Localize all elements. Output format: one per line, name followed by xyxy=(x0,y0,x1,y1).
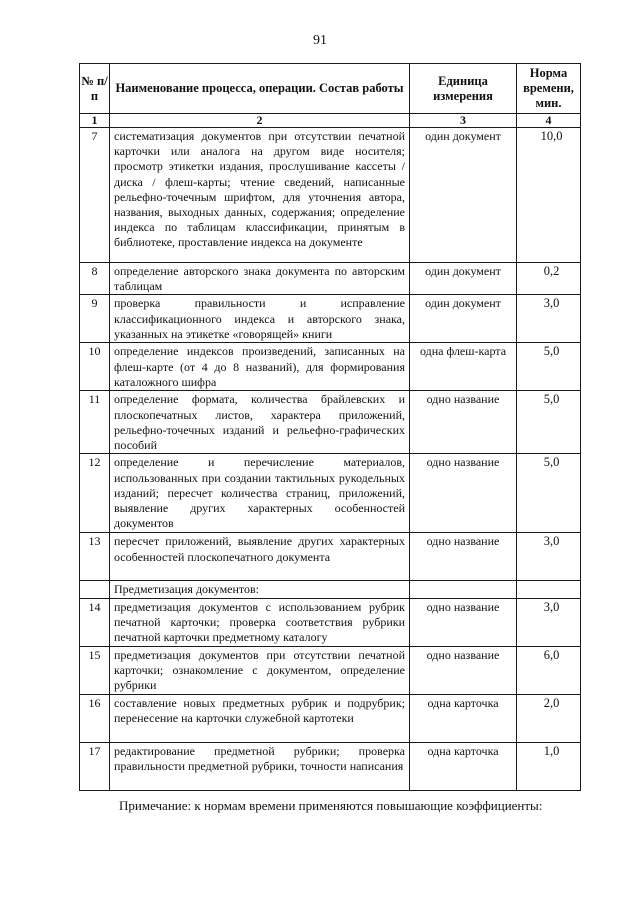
row-description: предметизация документов с использованием рубрик печатной карточки; проверка соответствия рубрики печатной карточки предметному каталогу xyxy=(110,598,410,646)
table-row xyxy=(80,694,581,742)
row-norm: 0,2 xyxy=(517,263,581,295)
row-norm: 5,0 xyxy=(517,454,581,533)
row-unit: один документ xyxy=(410,263,517,295)
row-number: 13 xyxy=(80,533,110,581)
row-description: определение формата, количества брайлевских и плоскопечатных листов, характера приложений, рельефно-точечных изданий и рельефно-графических пособий xyxy=(110,391,410,454)
row-unit: одно название xyxy=(410,454,517,533)
section-number-cell xyxy=(80,581,110,598)
row-norm: 5,0 xyxy=(517,391,581,454)
row-number: 10 xyxy=(80,343,110,391)
row-unit: один документ xyxy=(410,128,517,263)
row-number: 14 xyxy=(80,598,110,646)
row-description: определение авторского знака документа по авторским таблицам xyxy=(110,263,410,295)
row-norm: 3,0 xyxy=(517,533,581,581)
row-unit: одна флеш-карта xyxy=(410,343,517,391)
row-number: 12 xyxy=(80,454,110,533)
row-description: редактирование предметной рубрики; проверка правильности предметной рубрики, точности написания xyxy=(110,742,410,790)
page-number: 91 xyxy=(313,33,327,48)
norms-table xyxy=(79,63,581,791)
header-time-norm: Норма времени, мин. xyxy=(517,64,581,114)
row-unit: одна карточка xyxy=(410,742,517,790)
table-row xyxy=(80,454,581,533)
section-unit-cell xyxy=(410,581,517,598)
column-number: 1 xyxy=(80,114,110,128)
row-norm: 1,0 xyxy=(517,742,581,790)
row-description: предметизация документов при отсутствии печатной карточки; ознакомление с документом, определение рубрики xyxy=(110,646,410,694)
table-row xyxy=(80,742,581,790)
section-norm-cell xyxy=(517,581,581,598)
row-number: 7 xyxy=(80,128,110,263)
table-row xyxy=(80,295,581,343)
column-number-row xyxy=(80,114,581,128)
table-row xyxy=(80,128,581,263)
row-number: 9 xyxy=(80,295,110,343)
row-description: определение индексов произведений, записанных на флеш-карте (от 4 до 8 названий), для формирования каталожного шифра xyxy=(110,343,410,391)
table-row xyxy=(80,598,581,646)
table-row xyxy=(80,646,581,694)
column-number: 2 xyxy=(110,114,410,128)
row-number: 8 xyxy=(80,263,110,295)
header-unit: Единица измерения xyxy=(410,64,517,114)
row-norm: 3,0 xyxy=(517,295,581,343)
row-unit: одно название xyxy=(410,533,517,581)
row-norm: 3,0 xyxy=(517,598,581,646)
row-description: систематизация документов при отсутствии печатной карточки или аналога на другом виде носителя; просмотр этикетки издания, прослушивание кассеты / диска / флеш-карты; чтение сведений, написанные рельефно-точечным шрифтом, для уточнения автора, названия, выходных данных, содержания; определение индекса по таблицам классификации, принятым в библиотеке, проставление индекса на документе xyxy=(110,128,410,263)
footnote: Примечание: к нормам времени применяются повышающие коэффициенты: xyxy=(119,798,543,813)
row-number: 17 xyxy=(80,742,110,790)
row-norm: 6,0 xyxy=(517,646,581,694)
header-process-name: Наименование процесса, операции. Состав работы xyxy=(110,64,410,114)
row-description: составление новых предметных рубрик и подрубрик; перенесение на карточки служебной картотеки xyxy=(110,694,410,742)
row-norm: 5,0 xyxy=(517,343,581,391)
row-unit: одна карточка xyxy=(410,694,517,742)
row-description: определение и перечисление материалов, использованных при создании тактильных рукодельных изданий; пересчет количества страниц, приложений, выявление других характерных особенностей документов xyxy=(110,454,410,533)
column-number: 3 xyxy=(410,114,517,128)
row-norm: 10,0 xyxy=(517,128,581,263)
table-header-row xyxy=(80,64,581,114)
row-description: пересчет приложений, выявление других характерных особенностей плоскопечатного документа xyxy=(110,533,410,581)
row-number: 11 xyxy=(80,391,110,454)
row-number: 16 xyxy=(80,694,110,742)
row-unit: одно название xyxy=(410,646,517,694)
row-unit: одно название xyxy=(410,598,517,646)
row-unit: один документ xyxy=(410,295,517,343)
row-number: 15 xyxy=(80,646,110,694)
section-row xyxy=(80,581,581,598)
header-number: № п/п xyxy=(80,64,110,114)
table-row xyxy=(80,533,581,581)
row-unit: одно название xyxy=(410,391,517,454)
column-number: 4 xyxy=(517,114,581,128)
section-title: Предметизация документов: xyxy=(110,581,410,598)
table-row xyxy=(80,343,581,391)
row-description: проверка правильности и исправление классификационного индекса и авторского знака, указанных на этикетке «говорящей» книги xyxy=(110,295,410,343)
table-row xyxy=(80,391,581,454)
table-row xyxy=(80,263,581,295)
row-norm: 2,0 xyxy=(517,694,581,742)
